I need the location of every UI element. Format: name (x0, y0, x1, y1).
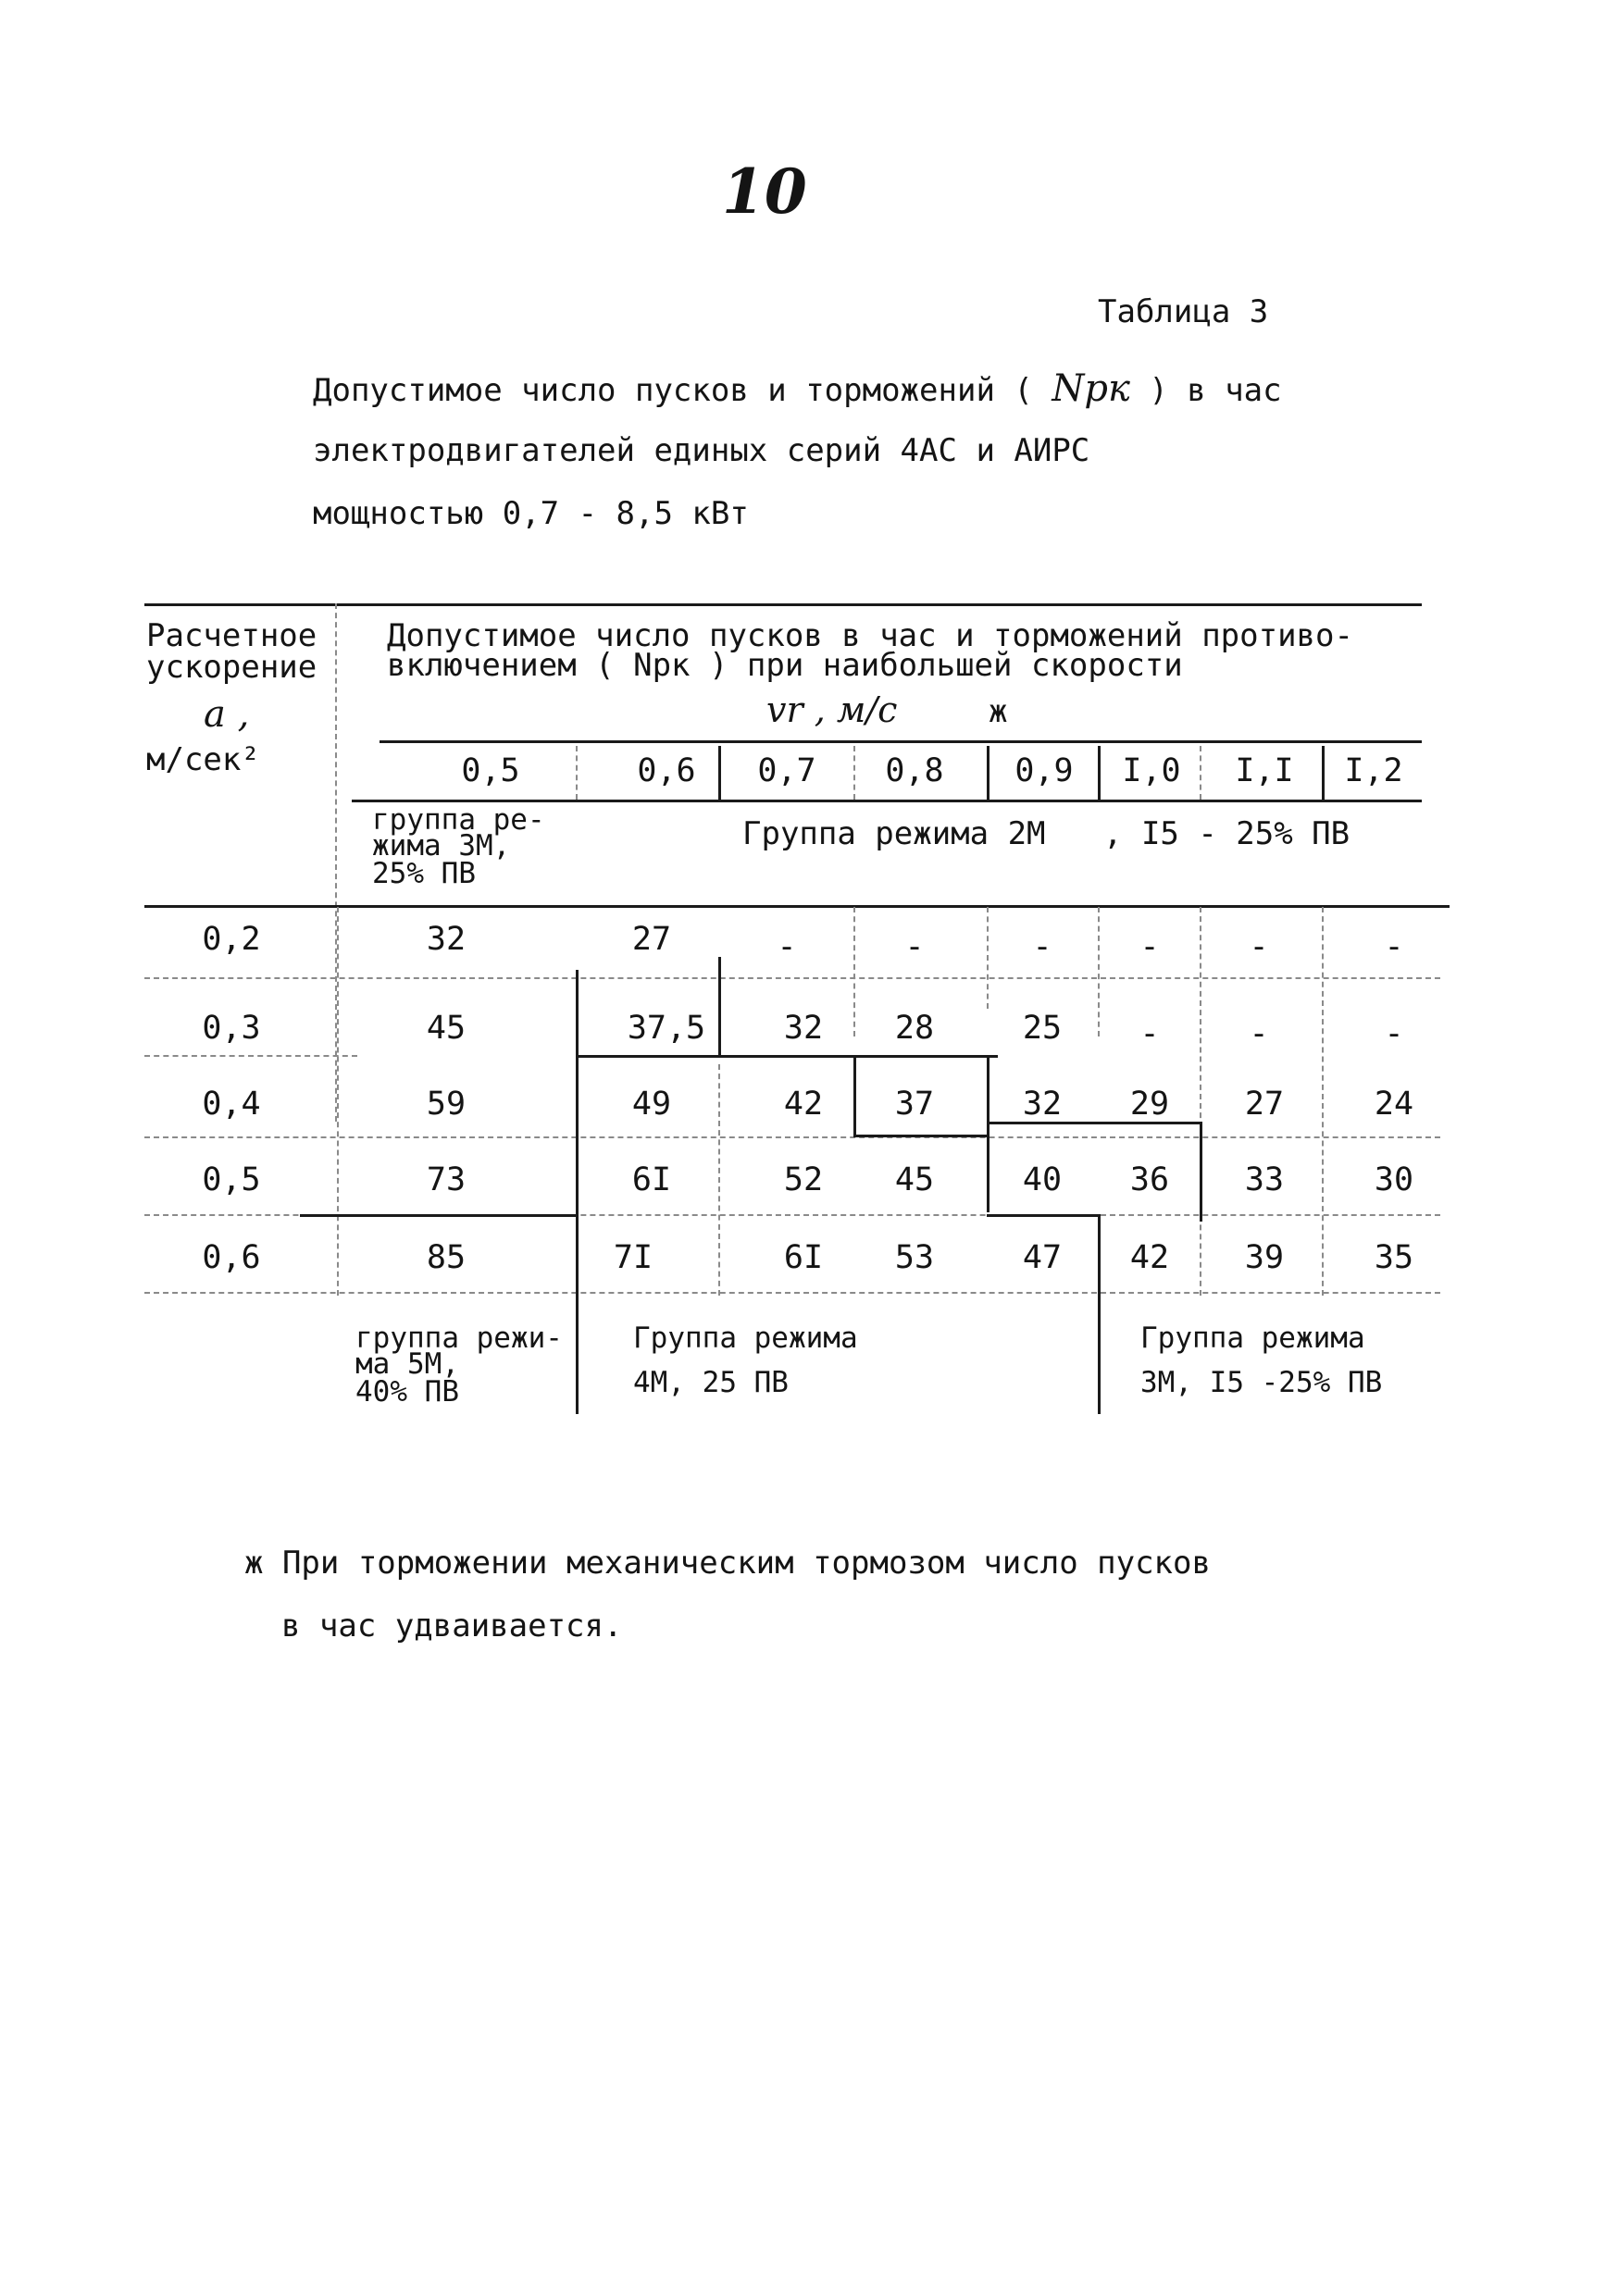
cell-r5-c1: 85 (426, 1239, 467, 1276)
cell-r3-c7: 27 (1244, 1086, 1285, 1123)
accel-0-4: 0,4 (202, 1086, 261, 1123)
group-5m-right (576, 970, 579, 1414)
speed-1-1: I,I (1235, 752, 1294, 789)
row-sep-5 (144, 1292, 1440, 1294)
row-label-unit: м/сек² (146, 741, 260, 778)
body-col-sep-1 (718, 1064, 720, 1296)
speed-0-5: 0,5 (461, 752, 520, 789)
cell-r5-c8: 35 (1374, 1239, 1414, 1276)
group-5m-line-1: группа режи- (355, 1322, 563, 1355)
cell-r4-c5: 40 (1022, 1161, 1063, 1198)
footnote-line-1: ж При торможении механическим тормозом число пусков (244, 1545, 1211, 1582)
page-number: 10 (722, 155, 807, 228)
row-sep-1 (144, 977, 1440, 979)
group-4m-step-4 (987, 1214, 1098, 1217)
cell-r4-c3: 52 (783, 1161, 824, 1198)
group-3m-label-1: группа ре- (372, 803, 545, 837)
speed-1-2: I,2 (1344, 752, 1403, 789)
cell-r3-c4: 37 (894, 1086, 935, 1123)
header-main-1: Допустимое число пусков в час и торможений противо- (387, 617, 1353, 654)
speed-row-rule (352, 800, 1422, 802)
title-line-1 (313, 367, 1282, 410)
header-main-2: включением ( Nрк ) при наибольшей скорости (387, 647, 1183, 684)
title-text-b: ) в час (1149, 372, 1282, 409)
cell-r5-c2: 7I (613, 1239, 653, 1276)
cell-r2-c5: 25 (1022, 1010, 1063, 1047)
cell-r4-c4: 45 (894, 1161, 935, 1198)
group-5m-line-2: ма 5М, (355, 1347, 459, 1381)
row-label-1: Расчетное (146, 617, 317, 654)
accel-0-6: 0,6 (202, 1239, 261, 1276)
speed-1-0: I,0 (1122, 752, 1181, 789)
cell-r3-c2: 49 (631, 1086, 672, 1123)
body-col-sep-6 (1322, 907, 1324, 1296)
cell-r1-c6: - (1139, 928, 1160, 965)
group-3m-line-2: 3М, I5 -25% ПВ (1140, 1366, 1383, 1399)
cell-r5-c3: 6I (783, 1239, 824, 1276)
title-symbol-nrk: Nрк (1052, 367, 1130, 410)
row-label-2: ускорение (146, 649, 317, 686)
body-col-sep-0 (337, 907, 339, 1296)
group-2m-suffix: , I5 - 25% ПВ (1103, 815, 1350, 852)
cell-r4-c7: 33 (1244, 1161, 1285, 1198)
group-3m-line-1: Группа режима (1140, 1322, 1365, 1355)
cell-r1-c4: - (904, 928, 925, 965)
cell-r2-c7: - (1249, 1015, 1269, 1052)
group-3m-label-2: жима 3М, (372, 829, 511, 863)
cell-r3-c3: 42 (783, 1086, 824, 1123)
cell-r2-c4: 28 (894, 1010, 935, 1047)
cell-r5-c4: 53 (894, 1239, 935, 1276)
group-4m-step-1 (576, 1055, 998, 1058)
row-sep-2 (144, 1055, 357, 1057)
cell-r4-c8: 30 (1374, 1161, 1414, 1198)
cell-r2-c1: 45 (426, 1010, 467, 1047)
footnote-line-2: в час удваивается. (281, 1607, 623, 1644)
group-3m-label-3: 25% ПВ (372, 857, 476, 890)
cell-r4-c2: 6I (631, 1161, 672, 1198)
accel-0-2: 0,2 (202, 921, 261, 958)
cell-r4-c6: 36 (1129, 1161, 1170, 1198)
cell-r1-c1: 32 (426, 921, 467, 958)
speed-header-rule (380, 740, 1422, 743)
group-2m-label: Группа режима 2М (742, 815, 1046, 852)
cell-r2-c2: 37,5 (627, 1010, 706, 1047)
speed-symbol: vr , м/с (766, 689, 898, 730)
group-5m-line-3: 40% ПВ (355, 1375, 459, 1409)
cell-r2-c6: - (1139, 1015, 1160, 1052)
group-5m-top (300, 1214, 578, 1217)
body-col-sep-4 (1098, 907, 1100, 1036)
speed-0-8: 0,8 (885, 752, 944, 789)
cell-r3-c1: 59 (426, 1086, 467, 1123)
cell-r2-c8: - (1384, 1015, 1404, 1052)
cell-r2-c3: 32 (783, 1010, 824, 1047)
group-4m-step-2 (853, 1135, 987, 1137)
table-caption: Таблица 3 (1098, 293, 1269, 330)
title-line-2: электродвигателей единых серий 4АС и АИРС (313, 432, 1090, 469)
row-label-symbol: а , (204, 693, 250, 736)
speed-asterisk: ж (989, 693, 1008, 730)
row-sep-3 (144, 1136, 1440, 1138)
group-4m-line-2: 4М, 25 ПВ (633, 1366, 789, 1399)
group-4m-step-3 (987, 1122, 1201, 1124)
cell-r3-c8: 24 (1374, 1086, 1414, 1123)
speed-0-7: 0,7 (757, 752, 816, 789)
accel-0-3: 0,3 (202, 1010, 261, 1047)
accel-0-5: 0,5 (202, 1161, 261, 1198)
header-bottom-rule (144, 905, 1450, 908)
cell-r3-c6: 29 (1129, 1086, 1170, 1123)
cell-r5-c6: 42 (1129, 1239, 1170, 1276)
cell-r3-c5: 32 (1022, 1086, 1063, 1123)
group-4m-line-1: Группа режима (633, 1322, 858, 1355)
cell-r1-c3: - (777, 928, 797, 965)
cell-r5-c7: 39 (1244, 1239, 1285, 1276)
cell-r1-c2: 27 (631, 921, 672, 958)
title-line-3: мощностью 0,7 - 8,5 кВт (313, 495, 749, 532)
speed-sep-3 (853, 746, 855, 800)
cell-r1-c7: - (1249, 928, 1269, 965)
title-text-a: Допустимое число пусков и торможений ( (313, 372, 1033, 409)
cell-r5-c5: 47 (1022, 1239, 1063, 1276)
speed-sep-1 (576, 746, 578, 800)
cell-r1-c5: - (1032, 928, 1052, 965)
speed-0-6: 0,6 (637, 752, 696, 789)
cell-r1-c8: - (1384, 928, 1404, 965)
speed-0-9: 0,9 (1014, 752, 1074, 789)
cell-r4-c1: 73 (426, 1161, 467, 1198)
